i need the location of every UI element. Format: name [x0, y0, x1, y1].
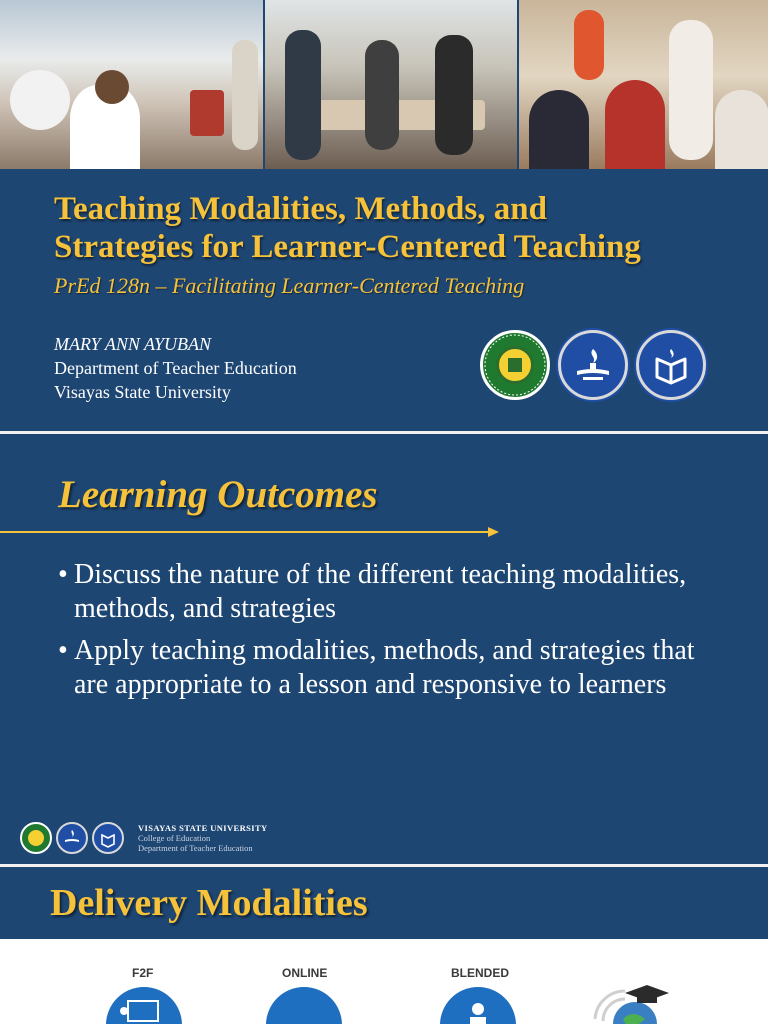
list-item: • Discuss the nature of the different teaching modalities, methods, and strategies	[58, 558, 718, 626]
author-name: MARY ANN AYUBAN	[54, 334, 212, 354]
institution-logos	[480, 330, 706, 400]
online-icon	[266, 987, 342, 1024]
course-subtitle: PrEd 128n – Facilitating Learner-Centered Teaching	[54, 273, 525, 298]
vsu-seal-icon	[480, 330, 550, 400]
title-line-1: Teaching Modalities, Methods, and	[54, 191, 547, 227]
blended-icon	[440, 987, 516, 1024]
open-book-icon	[92, 822, 124, 854]
heading-band	[0, 867, 768, 939]
slide-heading: Delivery Modalities	[50, 882, 368, 924]
outcomes-list	[58, 558, 718, 710]
footer-college: College of Education	[138, 833, 211, 843]
classroom-icon	[106, 987, 182, 1024]
title-line-2: Strategies for Learner-Centered Teaching	[54, 229, 641, 265]
heading-underline-arrow	[0, 526, 500, 538]
title-slide	[0, 0, 768, 431]
graduation-globe-icon	[585, 979, 675, 1024]
student-presentation-photo	[519, 0, 768, 169]
group-work-photo	[265, 0, 516, 169]
mode-label-blended: BLENDED	[451, 966, 510, 980]
mode-label-online: ONLINE	[282, 966, 328, 980]
slide-heading: Learning Outcomes	[58, 473, 378, 516]
learning-outcomes-slide	[0, 434, 768, 864]
torch-book-icon	[558, 330, 628, 400]
torch-book-icon	[56, 822, 88, 854]
footer-text	[138, 823, 268, 853]
presentation-title	[54, 190, 744, 266]
header-photo-strip	[0, 0, 768, 169]
footer-department: Department of Teacher Education	[138, 843, 253, 853]
delivery-modalities-slide	[0, 867, 768, 1024]
author-block	[54, 332, 297, 404]
open-book-icon	[636, 330, 706, 400]
author-university: Visayas State University	[54, 382, 231, 402]
footer-university: VISAYAS STATE UNIVERSITY	[138, 823, 268, 833]
classroom-lecture-photo	[0, 0, 263, 169]
slide-footer	[20, 822, 268, 854]
list-item: • Apply teaching modalities, methods, and strategies that are appropriate to a lesson and responsive to learners	[58, 634, 718, 702]
author-department: Department of Teacher Education	[54, 358, 297, 378]
vsu-seal-icon	[20, 822, 52, 854]
mode-label-f2f: F2F	[132, 966, 154, 980]
